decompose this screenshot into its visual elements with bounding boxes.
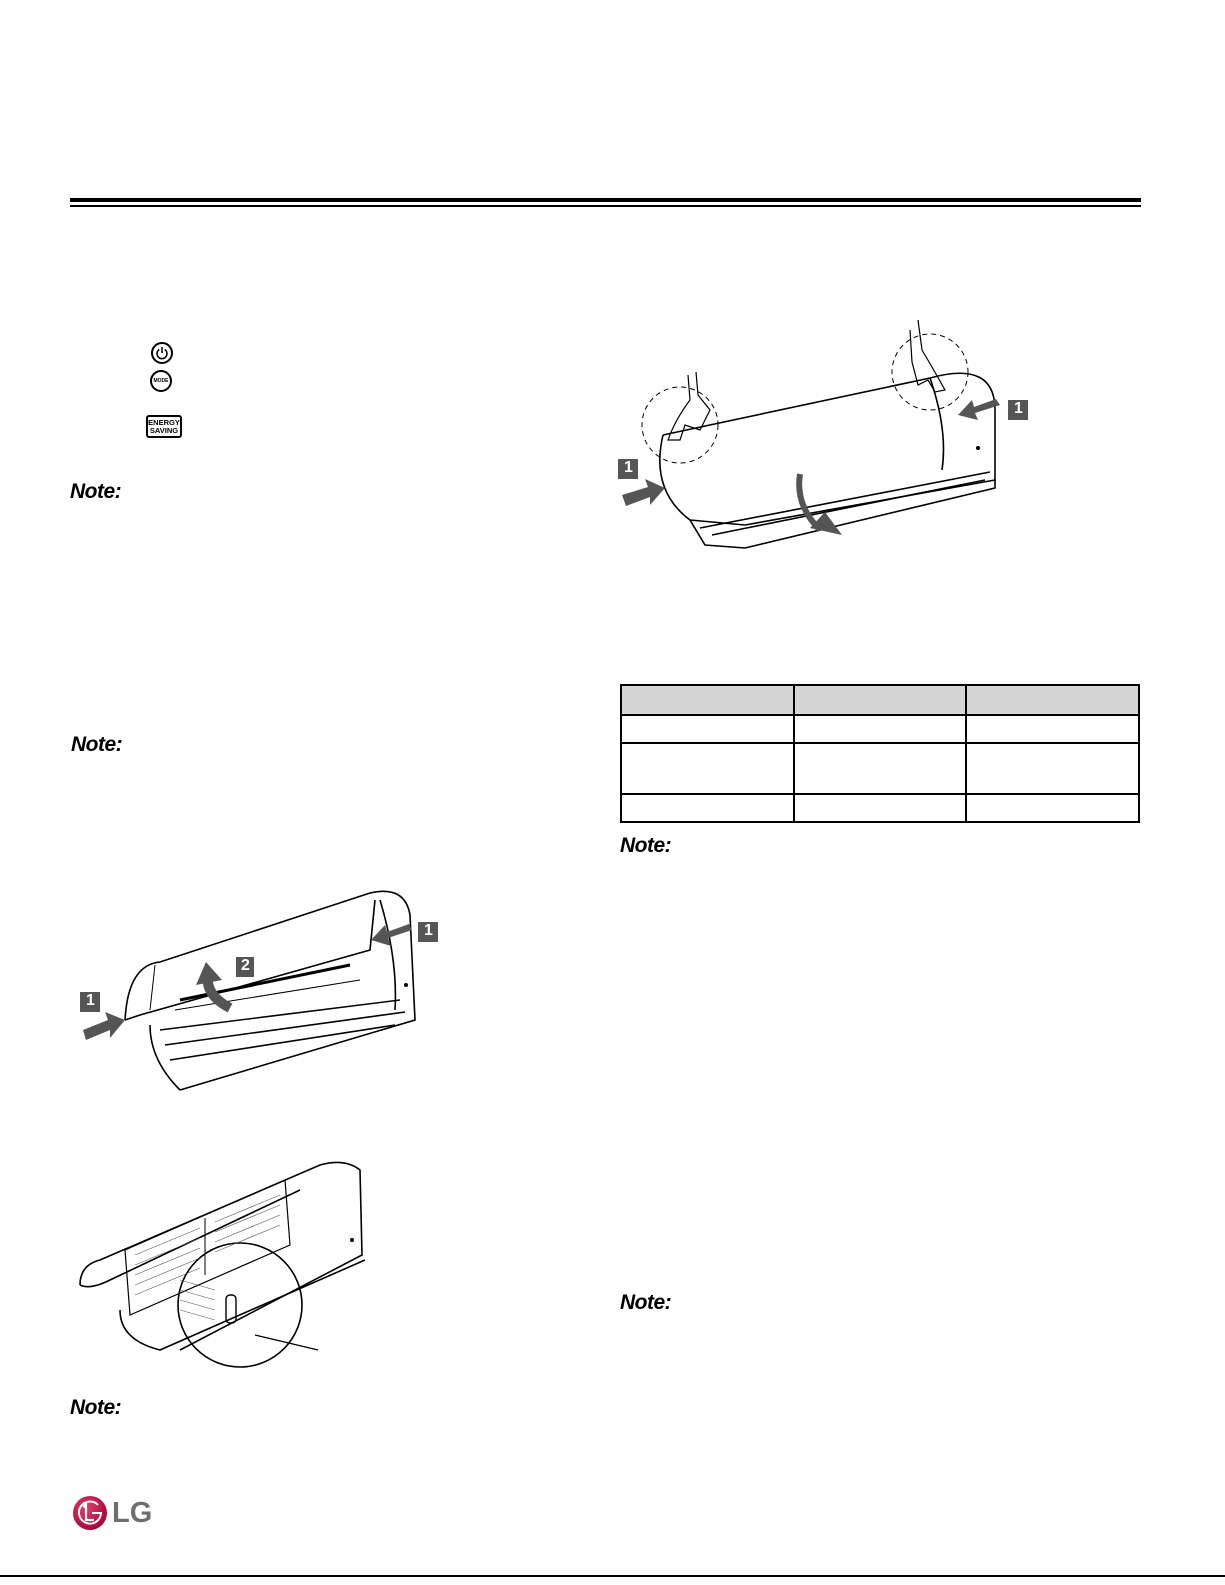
note-label-3: Note:: [620, 834, 672, 857]
specification-table: [620, 684, 1140, 823]
note-label-5: Note:: [70, 1396, 122, 1419]
lg-logo: [72, 1493, 162, 1533]
table-cell: [621, 794, 794, 822]
table-row: [621, 743, 1139, 794]
table-row: [621, 715, 1139, 743]
table-cell: [794, 743, 967, 794]
energy-label-line1: ENERGY: [148, 417, 180, 427]
footer-rule: [0, 1575, 1225, 1577]
table-header-cell: [621, 685, 794, 715]
table-cell: [794, 794, 967, 822]
note-label-1: Note:: [70, 480, 122, 503]
note-label-2: Note:: [71, 733, 123, 756]
table-header-cell: [966, 685, 1139, 715]
step-badge-1a: 1: [624, 459, 633, 476]
energy-label-line2: SAVING: [149, 425, 179, 435]
table-cell: [966, 743, 1139, 794]
table-header-cell: [794, 685, 967, 715]
step-badge-1b: 1: [1014, 400, 1023, 417]
table-cell: [966, 794, 1139, 822]
table-row: [621, 794, 1139, 822]
table-cell: [621, 715, 794, 743]
step-badge-2: 2: [241, 957, 250, 974]
note-label-4: Note:: [620, 1291, 672, 1314]
step-badge-1c: 1: [86, 992, 95, 1009]
step-badge-1d: 1: [424, 922, 433, 939]
table-cell: [794, 715, 967, 743]
table-cell: [621, 743, 794, 794]
table-cell: [966, 715, 1139, 743]
lg-logo-text: LG: [112, 1497, 153, 1529]
mode-button-label: MODE: [153, 378, 169, 384]
table-header-row: [621, 685, 1139, 715]
